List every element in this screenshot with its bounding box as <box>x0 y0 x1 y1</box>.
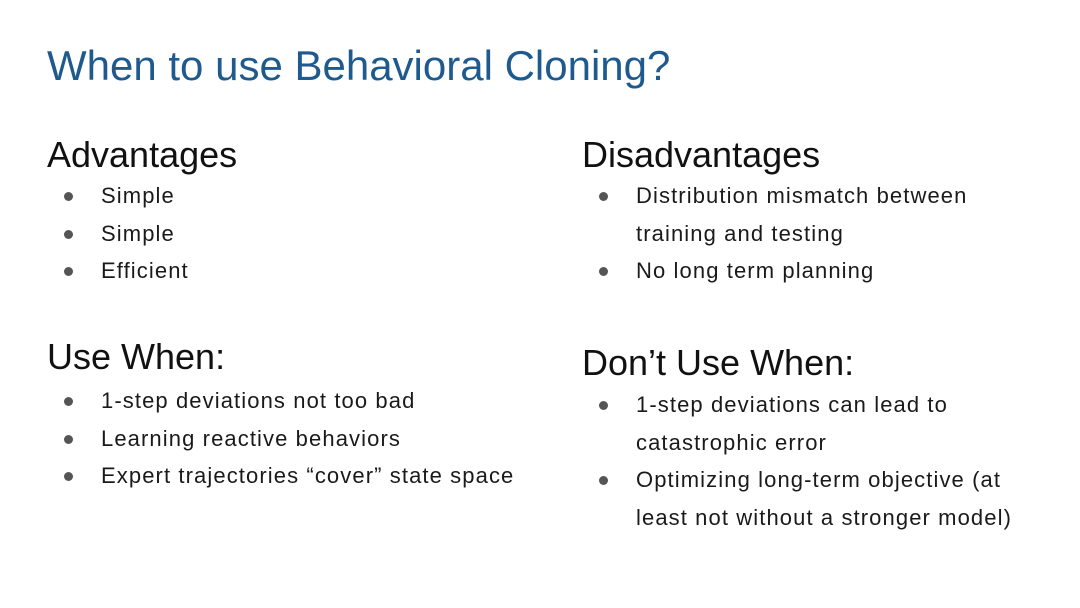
list-item <box>582 252 1042 290</box>
bullet-icon <box>64 267 73 276</box>
bullet-icon <box>599 267 608 276</box>
bullet-icon <box>64 472 73 481</box>
list-item <box>47 382 517 420</box>
list-item-text: Efficient <box>101 258 189 283</box>
bullet-icon <box>599 401 608 410</box>
list-item-text: Simple <box>101 183 175 208</box>
list-item <box>582 386 1042 461</box>
disadvantages-heading: Disadvantages <box>582 134 821 175</box>
use-when-list <box>47 382 517 495</box>
bullet-icon <box>599 476 608 485</box>
advantages-section <box>47 135 517 290</box>
list-item-text: Simple <box>101 220 175 246</box>
list-item-text: Learning reactive behaviors <box>101 425 401 451</box>
dont-use-when-section <box>582 343 1042 536</box>
list-item-text: Expert trajectories “cover” state space <box>101 463 515 488</box>
advantages-list <box>47 177 517 290</box>
list-item-text: Optimizing long-term objective (at least not without a stronger model) <box>636 467 1013 530</box>
use-when-section <box>47 337 517 495</box>
dont-use-when-heading: Don’t Use When: <box>582 342 855 383</box>
disadvantages-list <box>582 177 1042 290</box>
list-item-text: Distribution mismatch between training and testing <box>636 183 968 246</box>
list-item <box>47 252 517 290</box>
list-item-text: 1-step deviations can lead to catastrophic error <box>636 392 948 455</box>
dont-use-when-list <box>582 386 1042 536</box>
slide-title: When to use Behavioral Cloning? <box>47 42 671 89</box>
use-when-heading: Use When: <box>47 336 226 377</box>
list-item <box>47 420 517 458</box>
list-item-text: No long term planning <box>636 258 875 283</box>
list-item <box>582 461 1042 536</box>
bullet-icon <box>64 397 73 406</box>
bullet-icon <box>599 192 608 201</box>
advantages-heading: Advantages <box>47 134 238 175</box>
list-item <box>47 177 517 215</box>
list-item <box>582 177 1042 252</box>
bullet-icon <box>64 192 73 201</box>
list-item <box>47 215 517 253</box>
disadvantages-section <box>582 135 1042 290</box>
bullet-icon <box>64 230 73 239</box>
list-item <box>47 457 517 495</box>
bullet-icon <box>64 435 73 444</box>
list-item-text: 1-step deviations not too bad <box>101 388 416 413</box>
